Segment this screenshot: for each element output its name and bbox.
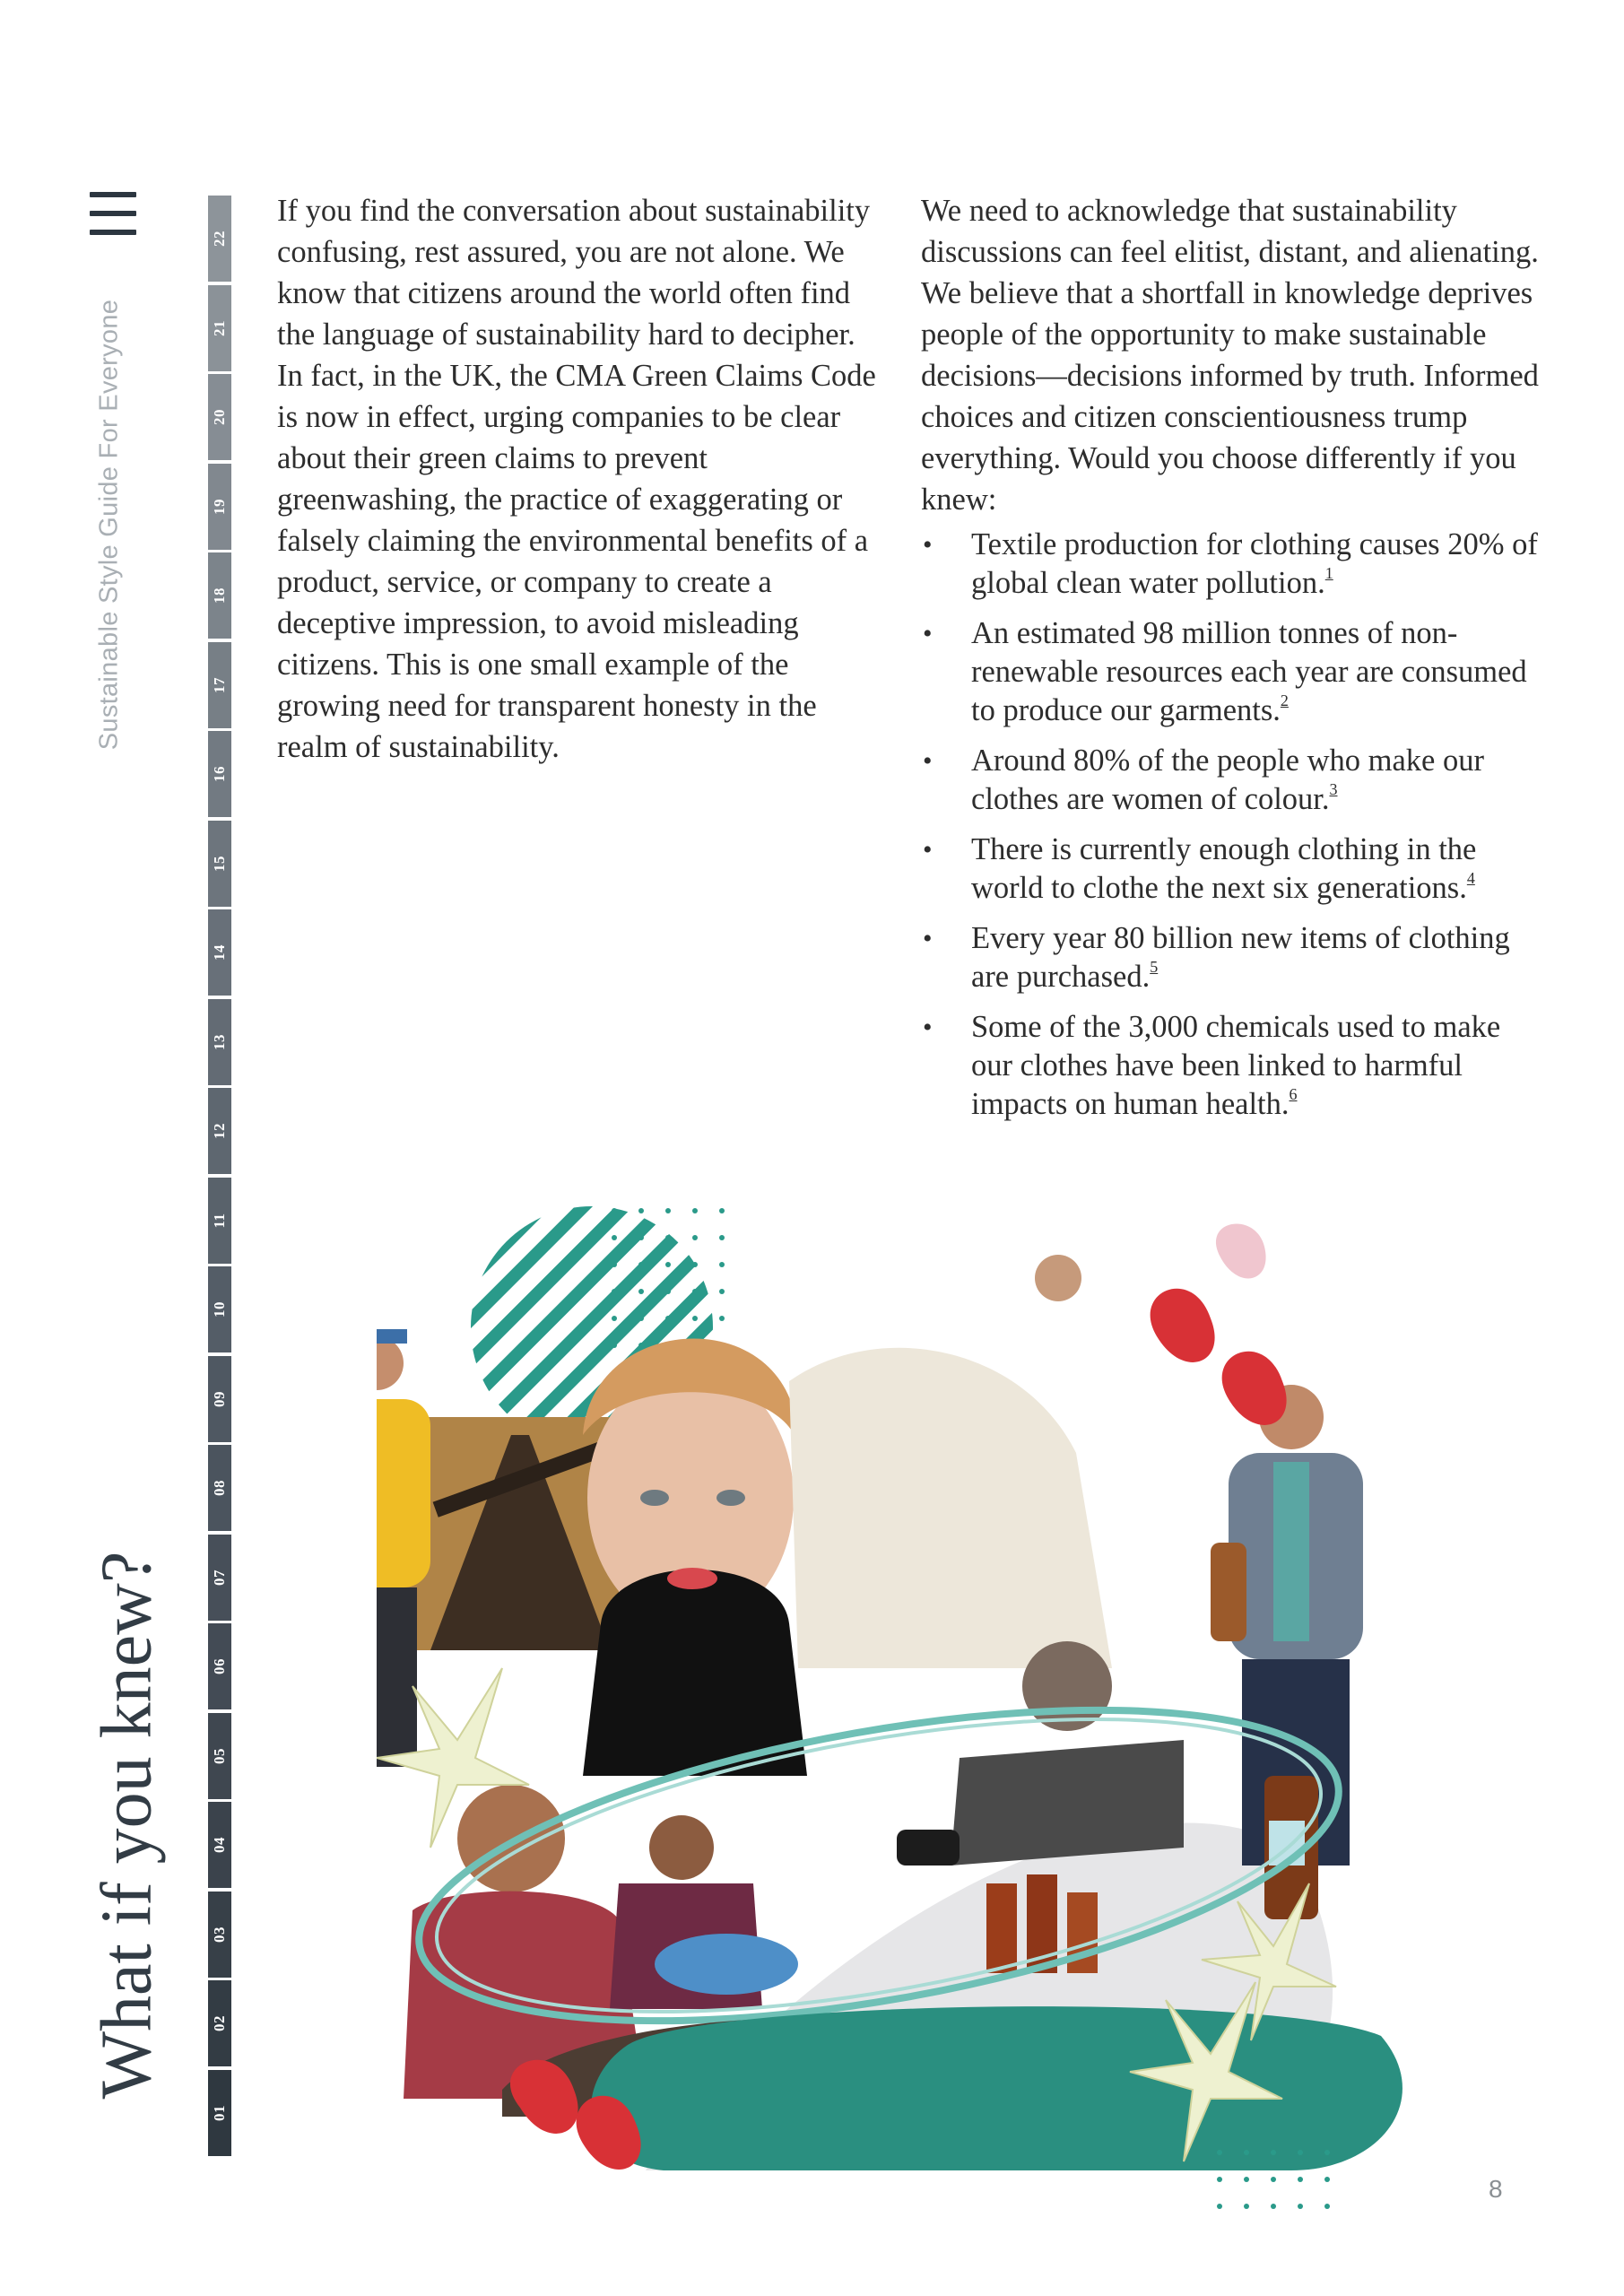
menu-icon[interactable] [90, 192, 136, 235]
bullet-icon: • [923, 1013, 933, 1042]
footnote-link[interactable]: 3 [1329, 780, 1338, 798]
dot [719, 1208, 725, 1213]
bullet-icon: • [923, 924, 933, 953]
page-number: 8 [1489, 2175, 1503, 2203]
fact-item [921, 614, 1549, 730]
chapter-tab-label: 16 [211, 766, 228, 782]
fact-text: Around 80% of the people who make our clothes are women of colour. [971, 744, 1484, 816]
dot [1217, 2204, 1222, 2209]
footnote-link[interactable]: 1 [1324, 564, 1333, 582]
chapter-tab-10[interactable] [208, 1266, 231, 1352]
bullet-icon: • [923, 619, 933, 648]
menu-bar [90, 211, 136, 216]
chapter-navigation [208, 196, 231, 2159]
footnote-ref [1281, 691, 1289, 709]
chapter-tab-01[interactable] [208, 2070, 231, 2156]
chapter-tab-label: 15 [211, 855, 228, 872]
chapter-tab-label: 13 [211, 1033, 228, 1050]
footnote-ref [1290, 1085, 1298, 1103]
footnote-link[interactable]: 2 [1280, 691, 1289, 709]
chapter-tab-15[interactable] [208, 821, 231, 907]
chapter-tab-label: 04 [211, 1837, 228, 1853]
dot [638, 1208, 644, 1213]
footnote-link[interactable]: 4 [1466, 869, 1475, 887]
chapter-tab-label: 11 [211, 1212, 228, 1229]
chapter-tab-08[interactable] [208, 1445, 231, 1531]
teal-blob [591, 2006, 1403, 2170]
fabric-pile [789, 1348, 1112, 1668]
dot [719, 1262, 725, 1267]
chapter-tab-16[interactable] [208, 731, 231, 817]
fact-item [921, 526, 1549, 603]
chapter-tab-20[interactable] [208, 374, 231, 460]
dot [665, 1208, 671, 1213]
dot [719, 1235, 725, 1240]
page-heading-text: What if you knew? [87, 1551, 167, 2100]
fact-item [921, 919, 1549, 996]
chapter-tab-label: 02 [211, 2015, 228, 2031]
dot [1324, 2150, 1330, 2155]
footnote-link[interactable]: 6 [1289, 1085, 1298, 1103]
dot [1271, 2150, 1276, 2155]
chapter-tab-07[interactable] [208, 1535, 231, 1621]
chapter-tab-09[interactable] [208, 1356, 231, 1442]
oil-derrick [404, 1417, 619, 1650]
bullet-icon: • [923, 746, 933, 776]
footnote-link[interactable]: 5 [1150, 958, 1159, 976]
chapter-tab-label: 17 [211, 676, 228, 693]
chapter-tab-17[interactable] [208, 642, 231, 728]
chapter-tab-label: 03 [211, 1926, 228, 1943]
collage-illustration [377, 1202, 1444, 2233]
left-column [277, 190, 887, 768]
woman-laundry [610, 1815, 798, 2009]
fact-text: Every year 80 billion new items of clothing are purchased. [971, 921, 1510, 994]
dot [1324, 2177, 1330, 2182]
right-intro-paragraph: We need to acknowledge that sustainability discussions can feel elitist, distant, and alienating. We believe that a shortfall in knowledge deprives people of the opportunity to make sustainable decisions—decisions informed by truth. Informed choices and citizen conscientiousness trump everything. Would you choose differently if you knew: [921, 194, 1539, 517]
menu-bar [90, 230, 136, 235]
menu-bar [90, 192, 136, 197]
chapter-tab-label: 12 [211, 1123, 228, 1139]
chapter-tab-label: 09 [211, 1390, 228, 1407]
fact-item [921, 831, 1549, 908]
dot [1271, 2204, 1276, 2209]
chapter-tab-label: 18 [211, 587, 228, 604]
fact-text: An estimated 98 million tonnes of non-renewable resources each year are consumed to produce our garments. [971, 616, 1527, 727]
dot [719, 1316, 725, 1321]
chapter-tab-label: 22 [211, 230, 228, 247]
dot [1244, 2150, 1249, 2155]
chapter-tab-label: 14 [211, 944, 228, 961]
woman-portrait [583, 1339, 807, 1777]
chapter-tab-19[interactable] [208, 464, 231, 550]
dot [692, 1235, 698, 1240]
facts-list [921, 526, 1549, 1124]
chapter-tab-14[interactable] [208, 909, 231, 996]
chapter-tab-label: 07 [211, 1569, 228, 1586]
dot [692, 1208, 698, 1213]
fact-item [921, 1008, 1549, 1124]
chapter-tab-02[interactable] [208, 1980, 231, 2066]
dot [1244, 2204, 1249, 2209]
chapter-tab-18[interactable] [208, 552, 231, 639]
fact-item [921, 742, 1549, 819]
chapter-tab-06[interactable] [208, 1623, 231, 1709]
chapter-tab-label: 21 [211, 319, 228, 336]
dot [1298, 2204, 1303, 2209]
chapter-tab-11[interactable] [208, 1178, 231, 1264]
dot [1217, 2150, 1222, 2155]
left-paragraph: If you find the conversation about sustainability confusing, rest assured, you are not alone. We know that citizens around the world often find the language of sustainability hard to decipher. In fact, in the UK, the CMA Green Claims Code is now in effect, urging companies to be clear about their green claims to prevent greenwashing, the practice of exaggerating or falsely claiming the environmental benefits of a product, service, or company to create a deceptive impression, to avoid misleading citizens. This is one small example of the growing need for transparent honesty in the realm of sustainability. [277, 194, 876, 764]
footnote-ref [1150, 958, 1158, 976]
footnote-ref [1330, 780, 1338, 798]
chapter-tab-21[interactable] [208, 285, 231, 371]
bullet-icon: • [923, 835, 933, 865]
dot [1298, 2177, 1303, 2182]
dot [1271, 2177, 1276, 2182]
fact-text: Some of the 3,000 chemicals used to make our clothes have been linked to harmful impacts on human health. [971, 1010, 1501, 1121]
fact-text: There is currently enough clothing in the world to clothe the next six generations. [971, 832, 1477, 905]
chapter-tab-label: 01 [211, 2104, 228, 2121]
chapter-tab-label: 20 [211, 409, 228, 425]
fact-text: Textile production for clothing causes 20% of global clean water pollution. [971, 527, 1538, 600]
chapter-tab-04[interactable] [208, 1802, 231, 1888]
guide-title-text: Sustainable Style Guide For Everyone [94, 299, 124, 751]
chapter-tab-22[interactable] [208, 196, 231, 282]
person-head [1035, 1255, 1081, 1301]
chapter-tab-label: 10 [211, 1301, 228, 1318]
footnote-ref [1325, 564, 1333, 582]
chapter-tab-label: 08 [211, 1480, 228, 1496]
bullet-icon: • [923, 530, 933, 560]
dot [1244, 2177, 1249, 2182]
man-ironing [897, 1641, 1184, 1866]
footnote-ref [1467, 869, 1475, 887]
dot [1298, 2150, 1303, 2155]
pink-anthurium [1216, 1224, 1266, 1279]
dot [719, 1289, 725, 1294]
right-column [921, 190, 1549, 1135]
chapter-tab-label: 06 [211, 1658, 228, 1674]
dot [1217, 2177, 1222, 2182]
chapter-tab-13[interactable] [208, 999, 231, 1085]
chapter-tab-05[interactable] [208, 1713, 231, 1799]
chapter-tab-label: 05 [211, 1747, 228, 1764]
chapter-tab-12[interactable] [208, 1088, 231, 1174]
chapter-tab-03[interactable] [208, 1892, 231, 1978]
chapter-tab-label: 19 [211, 498, 228, 515]
dot [1324, 2204, 1330, 2209]
